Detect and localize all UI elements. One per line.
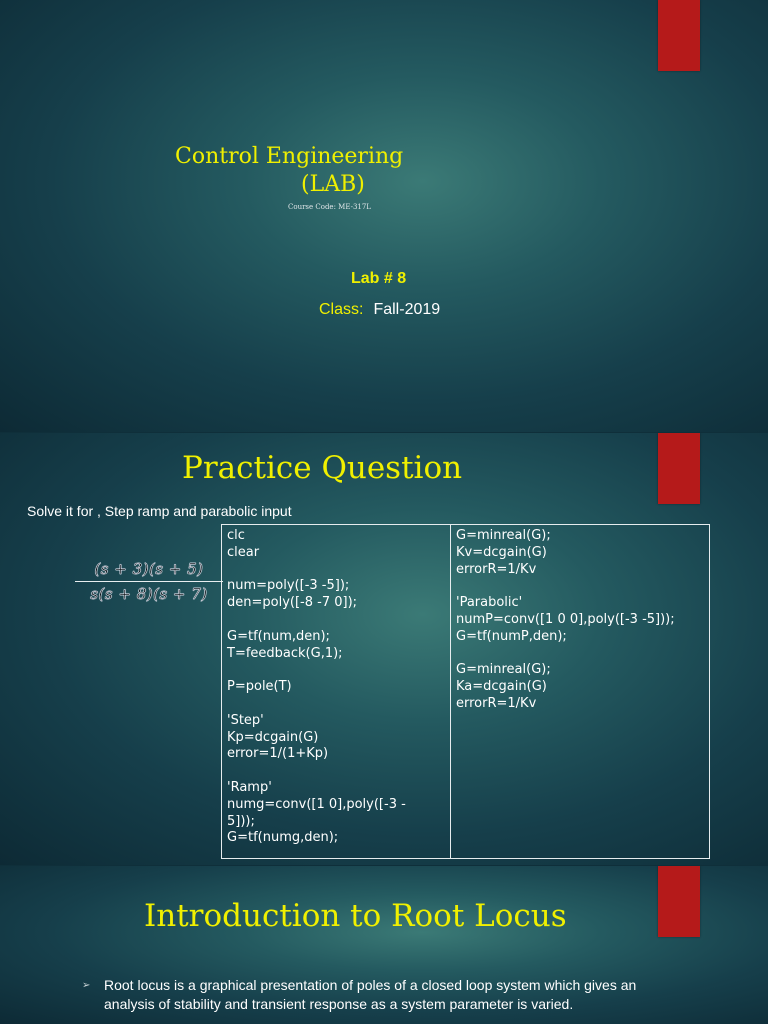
- course-code-label: Course Code:: [288, 203, 336, 211]
- matlab-code-table: [221, 524, 710, 859]
- code-line: 'Ramp': [227, 779, 272, 795]
- red-accent-tab: [658, 866, 700, 937]
- slide-title-heading: [175, 143, 403, 199]
- slide-heading: Introduction to Root Locus: [144, 898, 567, 934]
- red-accent-tab: [658, 0, 700, 71]
- code-line: [456, 578, 704, 595]
- class-value: Fall-2019: [373, 301, 441, 318]
- title-line-2: (LAB): [301, 172, 365, 197]
- code-line: 5]));: [227, 813, 255, 829]
- code-line: P=pole(T): [227, 679, 292, 695]
- slide-heading: Practice Question: [182, 450, 463, 486]
- code-line: Kp=dcgain(G): [227, 729, 319, 745]
- code-line: G=tf(numg,den);: [227, 830, 339, 846]
- code-line: [227, 763, 445, 780]
- question-prompt: Solve it for , Step ramp and parabolic input: [27, 503, 292, 519]
- code-line: clc: [227, 528, 245, 543]
- code-line: num=poly([-3 -5]);: [227, 578, 350, 594]
- code-line: G=minreal(G);: [456, 528, 551, 543]
- slide-root-locus: [0, 866, 768, 1024]
- code-line: Ka=dcgain(G): [456, 679, 547, 695]
- course-code-value: ME-317L: [338, 203, 371, 211]
- code-line: G=tf(numP,den);: [456, 628, 567, 644]
- code-line: Kv=dcgain(G): [456, 544, 547, 560]
- slide-title: [0, 0, 768, 432]
- class-label: Class:: [319, 301, 364, 318]
- bullet-text: Root locus is a graphical presentation of poles of a closed loop system which gives an analysis of stability and transient response as a system parameter is varied.: [104, 977, 637, 1012]
- code-line: errorR=1/Kv: [456, 561, 537, 577]
- class-row: [319, 301, 440, 319]
- lab-number: Lab # 8: [351, 270, 407, 287]
- code-line: [456, 646, 704, 663]
- code-line: 'Parabolic': [456, 595, 523, 611]
- bullet-arrow-icon: ➢: [82, 980, 91, 991]
- code-column-2: [451, 525, 710, 859]
- title-line-1: Control Engineering: [175, 144, 404, 169]
- code-column-1: [222, 525, 451, 859]
- slide-practice-question: [0, 433, 768, 865]
- code-line: numg=conv([1 0],poly([-3 -: [227, 796, 406, 812]
- code-line: [227, 696, 445, 713]
- code-line: T=feedback(G,1);: [227, 645, 343, 661]
- course-code: [288, 203, 371, 211]
- code-line: G=minreal(G);: [456, 662, 551, 678]
- formula-denominator: s(s + 8)(s + 7): [90, 585, 208, 603]
- code-line: numP=conv([1 0 0],poly([-3 -5]));: [456, 611, 675, 627]
- code-line: 'Step': [227, 712, 264, 728]
- code-line: [227, 612, 445, 629]
- code-line: errorR=1/Kv: [456, 695, 537, 711]
- code-line: [227, 662, 445, 679]
- code-line: error=1/(1+Kp): [227, 746, 329, 762]
- transfer-function-formula: [75, 560, 223, 603]
- code-line: G=tf(num,den);: [227, 628, 330, 644]
- code-line: [227, 562, 445, 579]
- code-line: clear: [227, 544, 260, 560]
- fraction-bar: [75, 581, 223, 582]
- red-accent-tab: [658, 433, 700, 504]
- formula-numerator: (s + 3)(s + 5): [94, 560, 204, 578]
- bullet-point: [82, 976, 676, 1014]
- code-line: den=poly([-8 -7 0]);: [227, 595, 358, 611]
